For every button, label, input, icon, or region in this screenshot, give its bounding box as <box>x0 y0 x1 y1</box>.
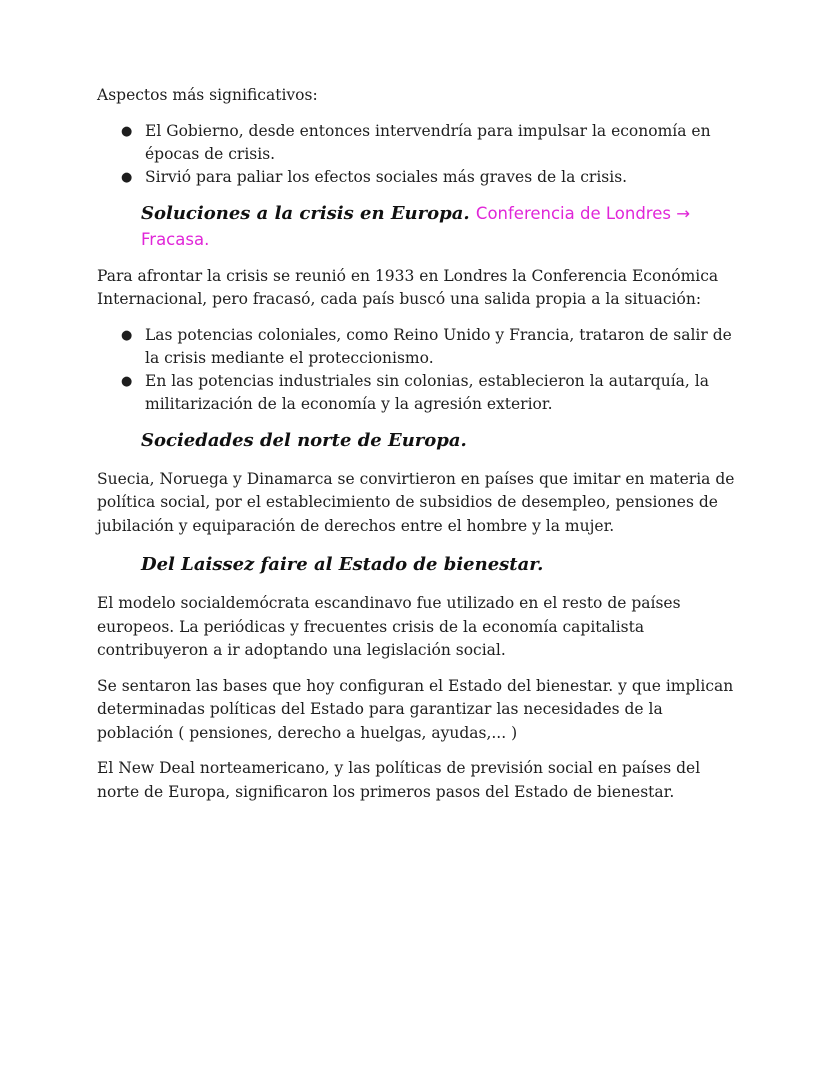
bullet-icon: ● <box>121 169 133 185</box>
list-item-text: En las potencias industriales sin colonias, establecieron la autarquía, la militarización de la economía y la agresión exterior. <box>145 371 709 413</box>
intro-label: Aspectos más significativos: <box>97 86 318 104</box>
section-paragraph: Se sentaron las bases que hoy configuran el Estado del bienestar. y que implican determinadas políticas del Estado para garantizar las necesidades de la población ( pensiones, derecho a huelgas, ayudas,... ) <box>97 676 734 742</box>
heading-text: Sociedades del norte de Europa. <box>141 429 467 451</box>
list-item-text: El Gobierno, desde entonces intervendría para impulsar la economía en épocas de crisis. <box>145 121 711 163</box>
section-paragraph: El modelo socialdemócrata escandinavo fue utilizado en el resto de países europeos. La periódicas y frecuentes crisis de la economía capitalista contribuyeron a ir adoptando una legislación social. <box>97 594 681 659</box>
section-paragraph: El New Deal norteamericano, y las políticas de previsión social en países del norte de Europa, significaron los primeros pasos del Estado de bienestar. <box>97 759 701 801</box>
list-item-text: Sirvió para paliar los efectos sociales más graves de la crisis. <box>145 167 628 186</box>
section-heading-sociedades <box>97 428 737 454</box>
heading-text: Del Laissez faire al Estado de bienestar. <box>141 554 544 575</box>
bullet-icon: ● <box>121 373 133 389</box>
section-paragraph: Para afrontar la crisis se reunió en 1933 en Londres la Conferencia Económica Internacional, pero fracasó, cada país buscó una salida propia a la situación: <box>97 266 719 308</box>
bullet-icon: ● <box>121 123 133 139</box>
bullet-icon: ● <box>121 327 133 343</box>
list-item-text: Las potencias coloniales, como Reino Unido y Francia, trataron de salir de la crisis mediante el proteccionismo. <box>145 325 732 367</box>
heading-accent-text: Conferencia de Londres → Fracasa. <box>141 203 691 249</box>
list-item <box>121 120 737 166</box>
document-page <box>97 84 737 804</box>
heading-text: Soluciones a la crisis en Europa. <box>141 202 470 224</box>
intro-bullet-list <box>97 120 737 189</box>
section-heading-laissez-faire <box>97 552 737 578</box>
section-paragraph: Suecia, Noruega y Dinamarca se convirtieron en países que imitar en materia de política social, por el establecimiento de subsidios de desempleo, pensiones de jubilación y equiparación de derechos entre el hombre y la mujer. <box>97 469 735 535</box>
list-item <box>121 166 737 189</box>
list-item <box>121 370 737 416</box>
section-heading-soluciones <box>97 201 737 253</box>
section1-bullet-list <box>97 324 737 416</box>
list-item <box>121 324 737 370</box>
